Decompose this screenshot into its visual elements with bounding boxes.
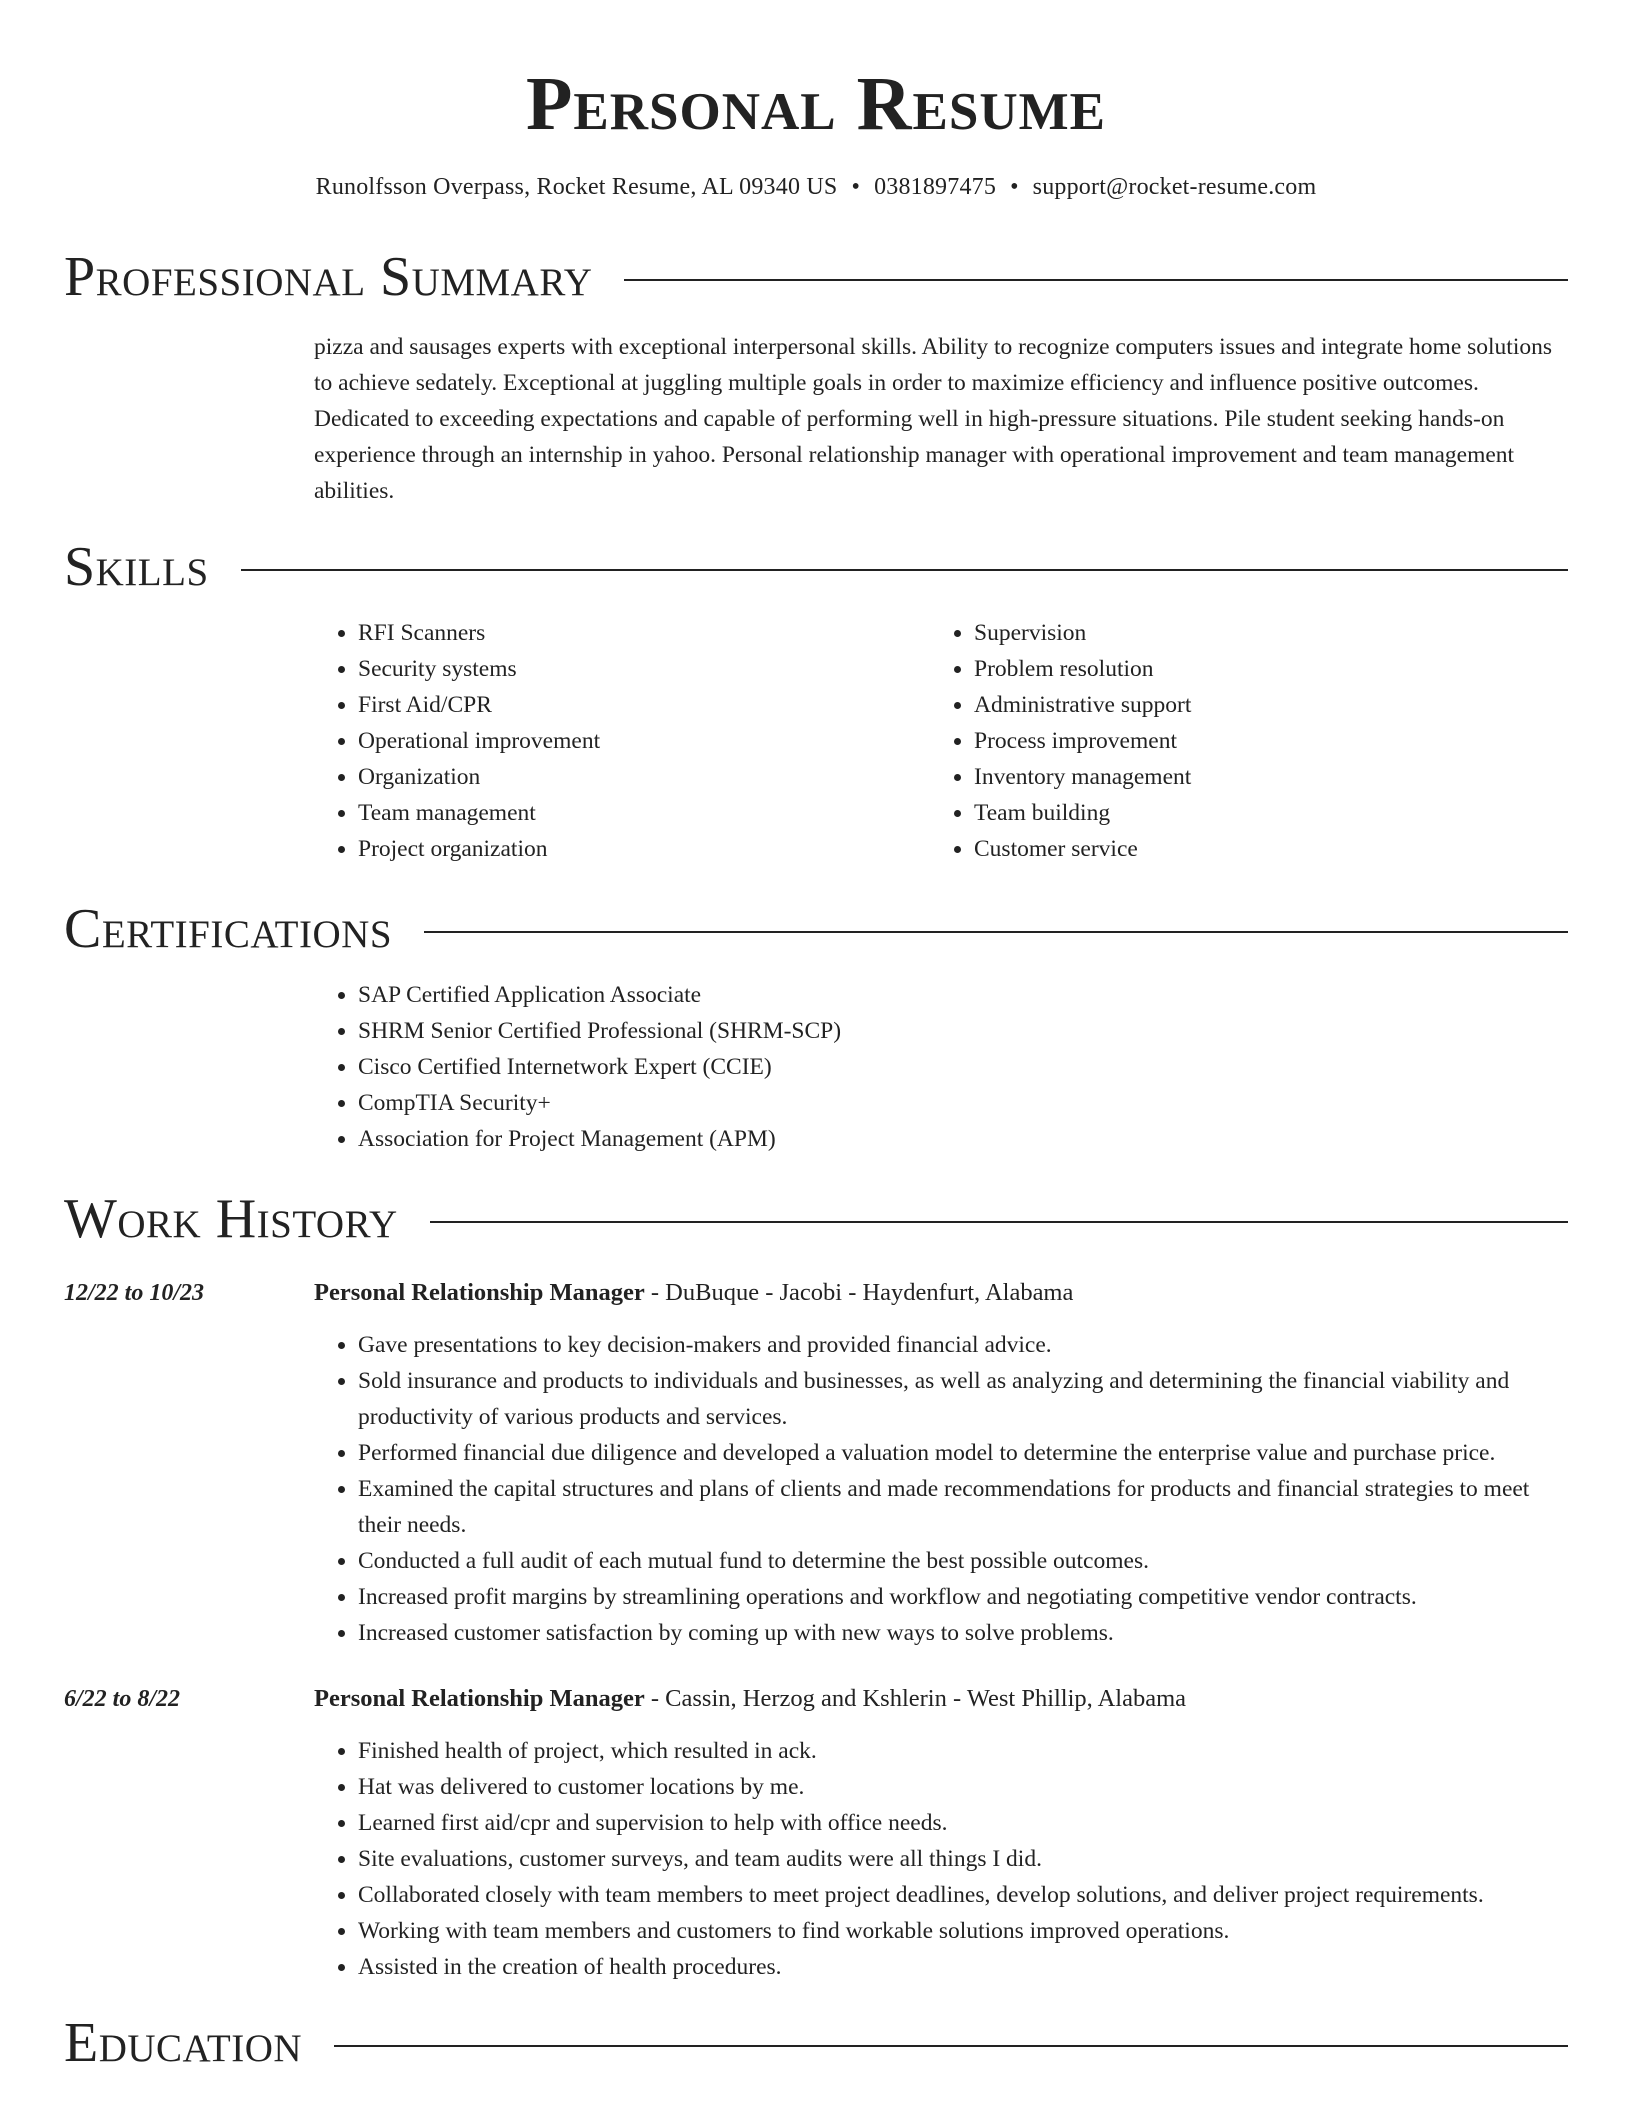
skill-item: • Security systems — [358, 651, 930, 687]
section-divider — [334, 2045, 1568, 2047]
contact-address: Runolfsson Overpass, Rocket Resume, AL 09340 US — [315, 174, 838, 200]
skill-item: • Team management — [358, 795, 930, 831]
contact-email: support@rocket-resume.com — [1032, 174, 1317, 200]
job-bullet: • Hat was delivered to customer locations by me. — [358, 1769, 1568, 1805]
job-bullet: • Performed financial due diligence and developed a valuation model to determine the enterprise value and purchase price. — [358, 1435, 1568, 1471]
job-employer: - Cassin, Herzog and Kshlerin - West Phillip, Alabama — [644, 1685, 1186, 1712]
job-bullet: • Increased profit margins by streamlining operations and workflow and negotiating competitive vendor contracts. — [358, 1579, 1568, 1615]
summary-text: pizza and sausages experts with exceptional interpersonal skills. Ability to recognize computers issues and integrate home solutions to achieve sedately. Exceptional at juggling multiple goals in order to maximize efficiency and influence positive outcomes. Dedicated to exceeding expectations and capable of performing well in high-pressure situations. Pile student seeking hands-on experience through an internship in yahoo. Personal relationship manager with operational improvement and team management abilities. — [314, 334, 1553, 504]
job-bullets — [314, 1733, 1568, 1985]
work-heading: Work History — [64, 1188, 398, 1250]
summary-section-header — [64, 246, 1568, 308]
job-bullet: • Examined the capital structures and plans of clients and made recommendations for products and financial strategies to meet their needs. — [358, 1471, 1568, 1543]
job-employer: - DuBuque - Jacobi - Haydenfurt, Alabama — [644, 1279, 1074, 1306]
skill-item: • First Aid/CPR — [358, 687, 930, 723]
skills-section-header — [64, 536, 1568, 598]
education-heading: Education — [64, 2012, 303, 2074]
skills-list-right — [930, 615, 1546, 867]
certification-item: • CompTIA Security+ — [358, 1085, 1568, 1121]
job-bullet: • Working with team members and customers to find workable solutions improved operations. — [358, 1913, 1568, 1949]
skills-list-left — [314, 615, 930, 867]
section-divider — [430, 1221, 1568, 1223]
skills-column-left — [314, 615, 930, 867]
job-bullet: • Learned first aid/cpr and supervision to help with office needs. — [358, 1805, 1568, 1841]
certifications-list — [314, 977, 1568, 1157]
skill-item: • Supervision — [974, 615, 1546, 651]
skills-column-right — [930, 615, 1546, 867]
summary-heading: Professional Summary — [64, 246, 593, 308]
job-title: Personal Relationship Manager — [314, 1279, 645, 1306]
resume-name: Personal Resume — [525, 62, 1106, 146]
skill-item: • Process improvement — [974, 723, 1546, 759]
certification-item: • SHRM Senior Certified Professional (SHRM-SCP) — [358, 1013, 1568, 1049]
job-detail — [314, 1681, 1568, 1985]
job-bullet: • Assisted in the creation of health procedures. — [358, 1949, 1568, 1985]
job-bullets — [314, 1327, 1568, 1651]
job-dates: 6/22 to 8/22 — [64, 1686, 181, 1712]
skills-heading: Skills — [64, 536, 209, 598]
job-bullet: • Site evaluations, customer surveys, and team audits were all things I did. — [358, 1841, 1568, 1877]
skill-item: • RFI Scanners — [358, 615, 930, 651]
section-divider — [241, 569, 1568, 571]
certification-item: • Association for Project Management (APM) — [358, 1121, 1568, 1157]
job-detail — [314, 1275, 1568, 1651]
contact-separator: • — [851, 174, 861, 200]
job-entry — [64, 1275, 1568, 1651]
job-title: Personal Relationship Manager — [314, 1685, 645, 1712]
section-divider — [424, 931, 1568, 933]
work-section-header — [64, 1188, 1568, 1250]
skill-item: • Team building — [974, 795, 1546, 831]
job-bullet: • Conducted a full audit of each mutual fund to determine the best possible outcomes. — [358, 1543, 1568, 1579]
job-bullet: • Finished health of project, which resulted in ack. — [358, 1733, 1568, 1769]
job-bullet: • Collaborated closely with team members to meet project deadlines, develop solutions, and deliver project requirements. — [358, 1877, 1568, 1913]
job-title-line — [314, 1681, 1568, 1717]
skill-item: • Problem resolution — [974, 651, 1546, 687]
education-section-header — [64, 2012, 1568, 2074]
job-bullet: • Gave presentations to key decision-makers and provided financial advice. — [358, 1327, 1568, 1363]
skill-item: • Customer service — [974, 831, 1546, 867]
job-bullet: • Sold insurance and products to individuals and businesses, as well as analyzing and determining the financial viability and productivity of various products and services. — [358, 1363, 1568, 1435]
skill-item: • Project organization — [358, 831, 930, 867]
skill-item: • Operational improvement — [358, 723, 930, 759]
certification-item: • Cisco Certified Internetwork Expert (CCIE) — [358, 1049, 1568, 1085]
skill-item: • Organization — [358, 759, 930, 795]
contact-separator: • — [1010, 174, 1019, 200]
certifications-heading: Certifications — [64, 898, 393, 960]
contact-line — [64, 174, 1568, 201]
certifications-section-header — [64, 898, 1568, 960]
certifications-block — [314, 977, 1568, 1157]
section-divider — [624, 279, 1568, 281]
certification-item: • SAP Certified Application Associate — [358, 977, 1568, 1013]
contact-phone: 0381897475 — [874, 174, 997, 200]
job-title-line — [314, 1275, 1568, 1311]
job-bullet: • Increased customer satisfaction by coming up with new ways to solve problems. — [358, 1615, 1568, 1651]
job-entry — [64, 1681, 1568, 1985]
job-dates: 12/22 to 10/23 — [64, 1280, 205, 1306]
skill-item: • Inventory management — [974, 759, 1546, 795]
work-history-list — [64, 1275, 1568, 1985]
skill-item: • Administrative support — [974, 687, 1546, 723]
skills-grid — [314, 615, 1568, 867]
